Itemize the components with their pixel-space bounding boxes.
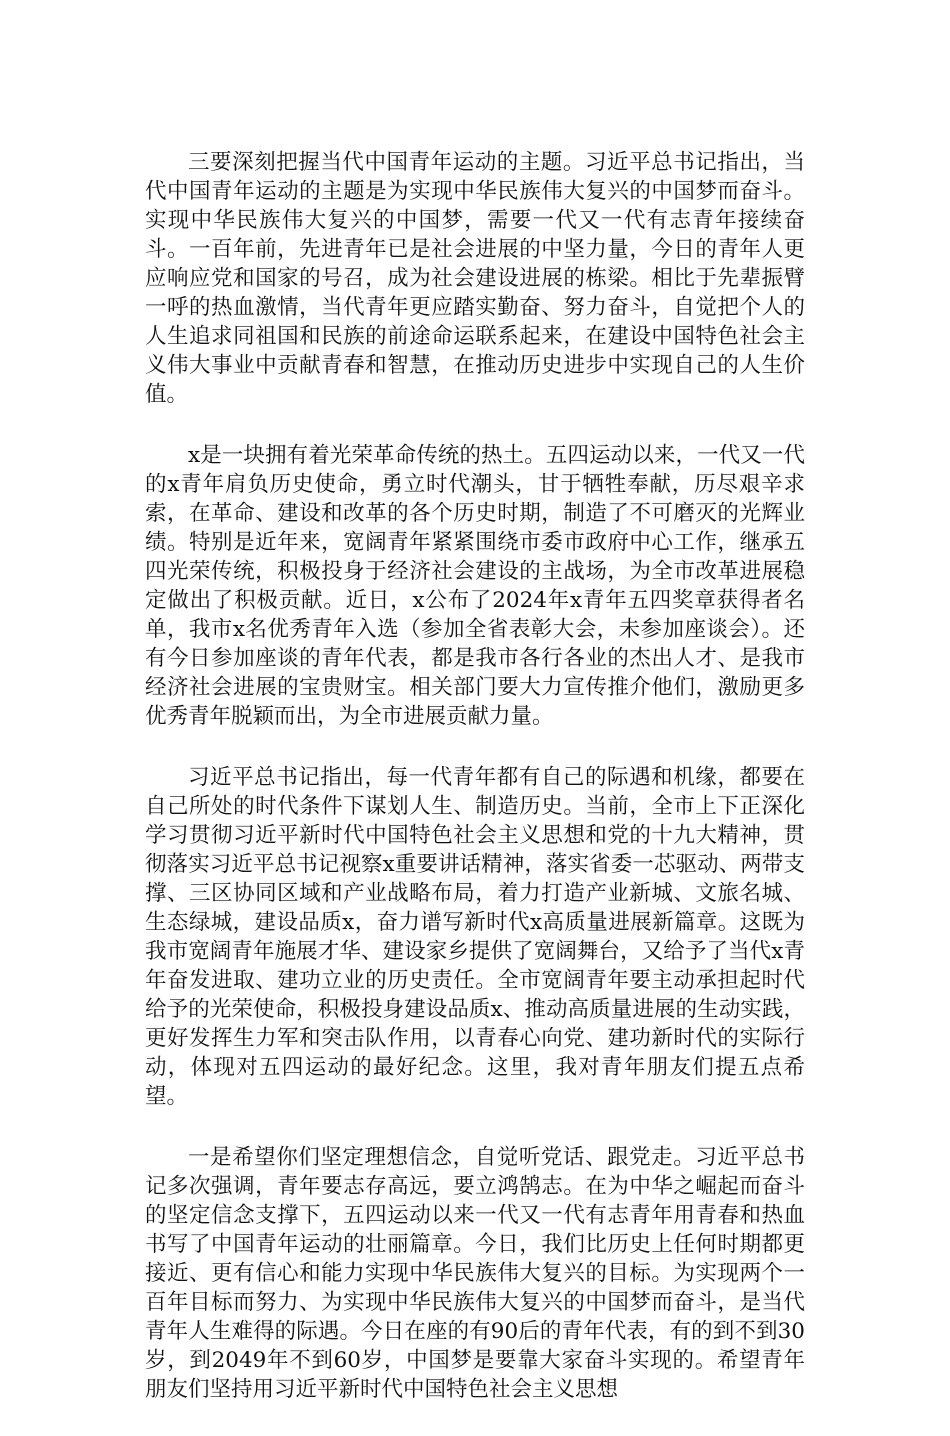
paragraph-first-hope: 一是希望你们坚定理想信念，自觉听党话、跟党走。习近平总书记多次强调，青年要志存高远，要立鸿鹄志。在为中华之崛起而奋斗的坚定信念支撑下，五四运动以来一代又一代有志青年用青春和热血书写了中国青年运动的壮丽篇章。今日，我们比历史上任何时期都更接近、更有信心和能力实现中华民族伟大复兴的目标。为实现两个一百年目标而努力、为实现中华民族伟大复兴的中国梦而奋斗，是当代青年人生难得的际遇。今日在座的有90后的青年代表，有的到不到30岁，到2049年不到60岁，中国梦是要靠大家奋斗实现的。希望青年朋友们坚持用习近平新时代中国特色社会主义思想 — [145, 1145, 805, 1402]
paragraph-theme-of-youth-movement: 三要深刻把握当代中国青年运动的主题。习近平总书记指出，当代中国青年运动的主题是为实现中华民族伟大复兴的中国梦而奋斗。实现中华民族伟大复兴的中国梦，需要一代又一代有志青年接续奋斗。一百年前，先进青年已是社会进展的中坚力量，今日的青年人更应响应党和国家的号召，成为社会建设进展的栋梁。相比于先辈振臂一呼的热血激情，当代青年更应踏实勤奋、努力奋斗，自觉把个人的人生追求同祖国和民族的前途命运联系起来，在建设中国特色社会主义伟大事业中贡献青春和智慧，在推动历史进步中实现自己的人生价值。 — [145, 150, 805, 407]
paragraph-era-and-opportunity: 习近平总书记指出，每一代青年都有自己的际遇和机缘，都要在自己所处的时代条件下谋划人生、制造历史。当前，全市上下正深化学习贯彻习近平新时代中国特色社会主义思想和党的十九大精神，贯彻落实习近平总书记视察x重要讲话精神，落实省委一芯驱动、两带支撑、三区协同区域和产业战略布局，着力打造产业新城、文旅名城、生态绿城，建设品质x，奋力谱写新时代x高质量进展新篇章。这既为我市宽阔青年施展才华、建设家乡提供了宽阔舞台，又给予了当代x青年奋发进取、建功立业的历史责任。全市宽阔青年要主动承担起时代给予的光荣使命，积极投身建设品质x、推动高质量进展的生动实践，更好发挥生力军和突击队作用，以青春心向党、建功新时代的实际行动，体现对五四运动的最好纪念。这里，我对青年朋友们提五点希望。 — [145, 765, 805, 1109]
paragraph-revolutionary-tradition: x是一块拥有着光荣革命传统的热土。五四运动以来，一代又一代的x青年肩负历史使命，勇立时代潮头，甘于牺牲奉献，历尽艰辛求索，在革命、建设和改革的各个历史时期，制造了不可磨灭的光辉业绩。特别是近年来，宽阔青年紧紧围绕市委市政府中心工作，继承五四光荣传统，积极投身于经济社会建设的主战场，为全市改革进展稳定做出了积极贡献。近日，x公布了2024年x青年五四奖章获得者名单，我市x名优秀青年入选（参加全省表彰大会，未参加座谈会）。还有今日参加座谈的青年代表，都是我市各行各业的杰出人才、是我市经济社会进展的宝贵财宝。相关部门要大力宣传推介他们，激励更多优秀青年脱颖而出，为全市进展贡献力量。 — [145, 443, 805, 729]
document-body — [145, 148, 805, 1436]
